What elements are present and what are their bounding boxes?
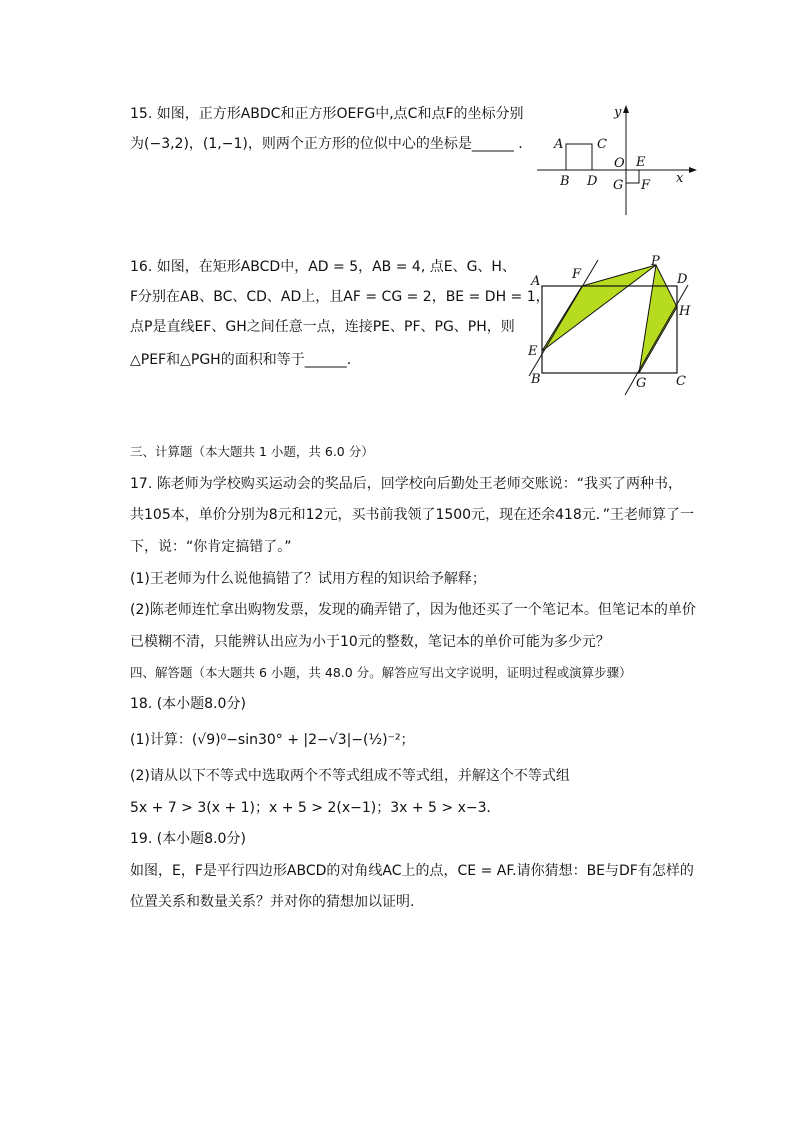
q19-line-2: 位置关系和数量关系？并对你的猜想加以证明. [130,894,415,910]
q17-line-6: 已模糊不清，只能辨认出应为小于10元的整数，笔记本的单价可能为多少元？ [130,634,610,650]
label-c: C [676,374,686,389]
label-e: E [528,344,538,359]
x-axis-arrow-icon [689,167,697,173]
q17-line-3: 下，说：“你肯定搞错了。” [130,539,292,555]
y-axis-arrow-icon [623,105,629,113]
label-g: G [636,376,647,391]
q15-line-1: 15. 如图，正方形ABDC和正方形OEFG中,点C和点F的坐标分别 [130,106,524,122]
q17-line-4: (1)王老师为什么说他搞错了？试用方程的知识给予解释； [130,571,486,587]
section-3-heading: 三、计算题（本大题共 1 小题，共 6.0 分） [130,444,374,459]
q17-line-2: 共105本，单价分别为8元和12元，买书前我领了1500元，现在还余418元．”王老师算了一 [130,507,695,523]
q16-rectangle-figure [525,252,705,397]
label-a: A [531,274,541,289]
q15-coordinate-figure [535,100,705,220]
label-f: F [572,267,582,282]
label-y: y [614,105,622,120]
label-b: B [531,372,541,387]
q18-heading: 18. (本小题8.0分) [130,696,246,712]
label-g: G [613,178,624,193]
square-oefg [626,170,639,183]
label-d: D [587,174,598,189]
q16-line-2: F分别在AB、BC、CD、AD上，且AF = CG = 2，BE = DH = 1， [130,289,550,305]
q19-heading: 19. (本小题8.0分) [130,831,246,847]
q18-inequalities: 5x + 7 > 3(x + 1)；x + 5 > 2(x−1)；3x + 5 > x−3． [130,800,501,816]
label-c: C [597,137,607,152]
label-h: H [679,304,691,319]
q17-line-5: (2)陈老师连忙拿出购物发票，发现的确弄错了，因为他还买了一个笔记本。但笔记本的单价 [130,602,696,618]
q15-line-2: 为(−3,2)，(1,−1)，则两个正方形的位似中心的坐标是______ . [130,136,523,152]
label-x: x [676,171,684,186]
label-d: D [677,272,688,287]
q18-part-2: (2)请从以下不等式中选取两个不等式组成不等式组，并解这个不等式组 [130,768,570,784]
section-4-heading: 四、解答题（本大题共 6 小题，共 48.0 分。解答应写出文字说明，证明过程或演算步骤） [130,665,632,680]
triangle-pgh [639,265,677,373]
square-abdc [566,144,592,170]
label-f: F [641,178,651,193]
q19-line-1: 如图，E，F是平行四边形ABCD的对角线AC上的点，CE = AF.请你猜想：BE与DF有怎样的 [130,863,694,879]
label-e: E [636,155,646,170]
q16-line-3: 点P是直线EF、GH之间任意一点，连接PE、PF、PG、PH，则 [130,319,515,335]
label-p: P [651,254,660,269]
label-o: O [614,156,625,171]
triangle-pef [542,265,656,351]
q16-line-1: 16. 如图，在矩形ABCD中，AD = 5，AB = 4, 点E、G、H、 [130,259,516,275]
q17-line-1: 17. 陈老师为学校购买运动会的奖品后，回学校向后勤处王老师交账说：“我买了两种书， [130,476,682,492]
label-a: A [554,137,564,152]
q16-line-4: △PEF和△PGH的面积和等于______. [130,352,352,368]
q18-part-1: (1)计算：(√9)⁰−sin30° + |2−√3|−(½)⁻²； [130,732,415,748]
label-b: B [560,174,570,189]
